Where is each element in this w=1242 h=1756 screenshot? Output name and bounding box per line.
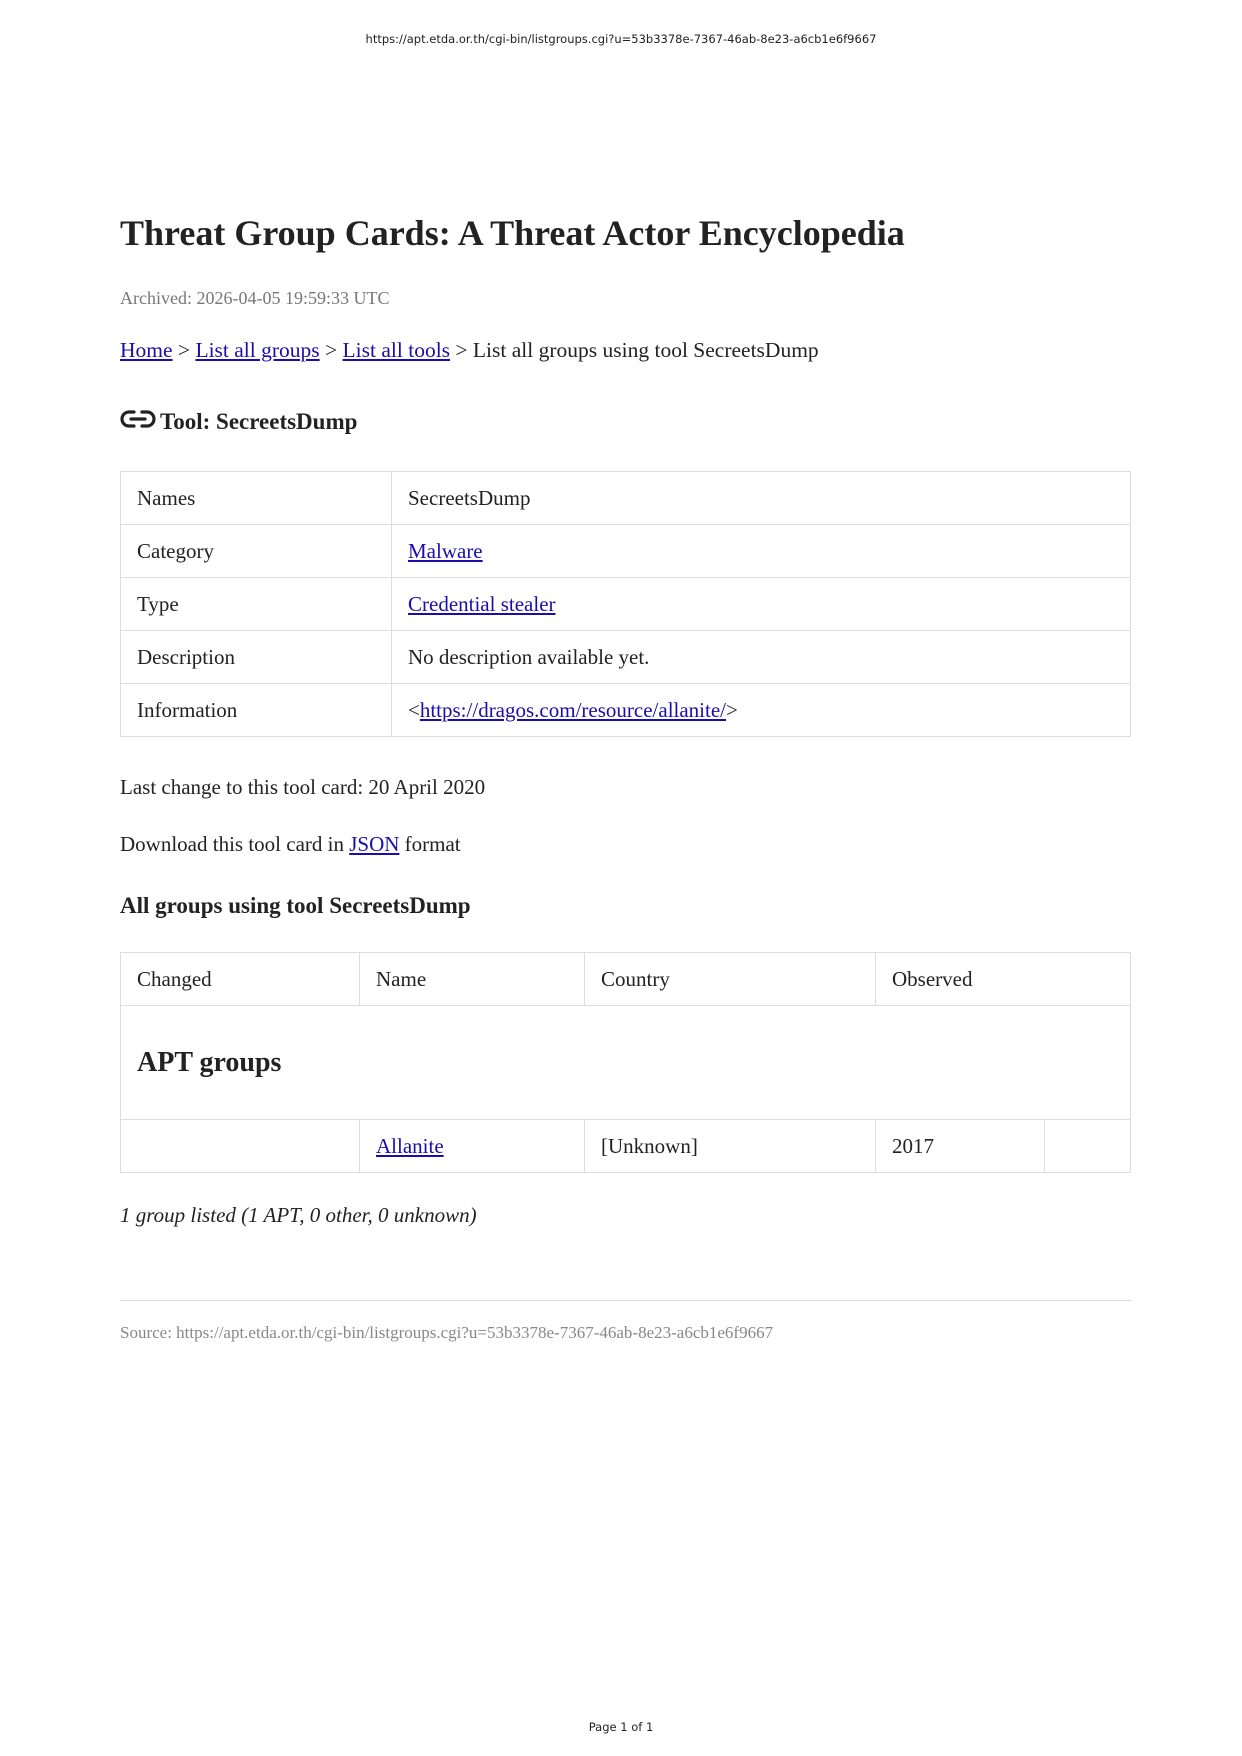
type-cell	[392, 578, 1131, 631]
description-label: Description	[121, 631, 392, 684]
table-row	[121, 578, 1131, 631]
information-prefix: <	[408, 697, 420, 722]
information-label: Information	[121, 684, 392, 737]
empty-cell	[1045, 1120, 1131, 1173]
information-link[interactable]: https://dragos.com/resource/allanite/	[419, 697, 727, 722]
category-cell	[392, 525, 1131, 578]
breadcrumb-tools-link[interactable]: List all tools	[342, 338, 451, 362]
changed-cell	[121, 1120, 360, 1173]
table-header-row	[121, 953, 1131, 1006]
link-icon	[120, 407, 156, 431]
category-link[interactable]: Malware	[408, 538, 483, 563]
column-header-country: Country	[585, 953, 876, 1006]
table-row	[121, 684, 1131, 737]
column-header-name: Name	[360, 953, 585, 1006]
names-label: Names	[121, 472, 392, 525]
type-link[interactable]: Credential stealer	[408, 591, 556, 616]
download-prefix: Download this tool card in	[120, 832, 350, 856]
observed-cell: 2017	[876, 1120, 1045, 1173]
table-row	[121, 631, 1131, 684]
download-suffix: format	[399, 832, 461, 856]
table-row	[121, 472, 1131, 525]
information-cell	[392, 684, 1131, 737]
breadcrumb-separator: >	[319, 338, 343, 362]
print-header-url: https://apt.etda.or.th/cgi-bin/listgroups.cgi?u=53b3378e-7367-46ab-8e23-a6cb1e6f9667	[365, 32, 877, 46]
country-cell: [Unknown]	[585, 1120, 876, 1173]
groups-table	[120, 952, 1131, 1173]
information-suffix: >	[726, 697, 738, 722]
group-link[interactable]: Allanite	[376, 1133, 444, 1158]
breadcrumb-home-link[interactable]: Home	[120, 338, 173, 362]
tool-heading-text: Tool: SecreetsDump	[160, 409, 358, 434]
tool-heading	[120, 407, 357, 435]
name-cell	[360, 1120, 585, 1173]
archived-timestamp: Archived: 2026-04-05 19:59:33 UTC	[120, 288, 390, 308]
section-title: APT groups	[121, 1006, 1131, 1120]
groups-summary: 1 group listed (1 APT, 0 other, 0 unknown)	[120, 1203, 477, 1227]
names-value: SecreetsDump	[392, 472, 1131, 525]
table-row	[121, 1120, 1131, 1173]
table-row	[121, 525, 1131, 578]
download-text	[120, 832, 461, 857]
breadcrumb-separator: >	[172, 338, 196, 362]
last-change-text: Last change to this tool card: 20 April 2020	[120, 775, 486, 799]
column-header-changed: Changed	[121, 953, 360, 1006]
json-download-link[interactable]: JSON	[349, 832, 400, 856]
section-row	[121, 1006, 1131, 1120]
type-label: Type	[121, 578, 392, 631]
category-label: Category	[121, 525, 392, 578]
groups-heading: All groups using tool SecreetsDump	[120, 893, 471, 918]
breadcrumb	[120, 338, 819, 363]
breadcrumb-current: > List all groups using tool SecreetsDump	[450, 338, 819, 362]
breadcrumb-groups-link[interactable]: List all groups	[195, 338, 320, 362]
column-header-observed: Observed	[876, 953, 1131, 1006]
description-value: No description available yet.	[392, 631, 1131, 684]
page-number: Page 1 of 1	[588, 1720, 654, 1734]
tool-info-table	[120, 471, 1131, 737]
page-title: Threat Group Cards: A Threat Actor Encyclopedia	[120, 213, 905, 253]
divider	[120, 1300, 1131, 1301]
source-url: Source: https://apt.etda.or.th/cgi-bin/listgroups.cgi?u=53b3378e-7367-46ab-8e23-a6cb1e6f9667	[120, 1323, 774, 1342]
